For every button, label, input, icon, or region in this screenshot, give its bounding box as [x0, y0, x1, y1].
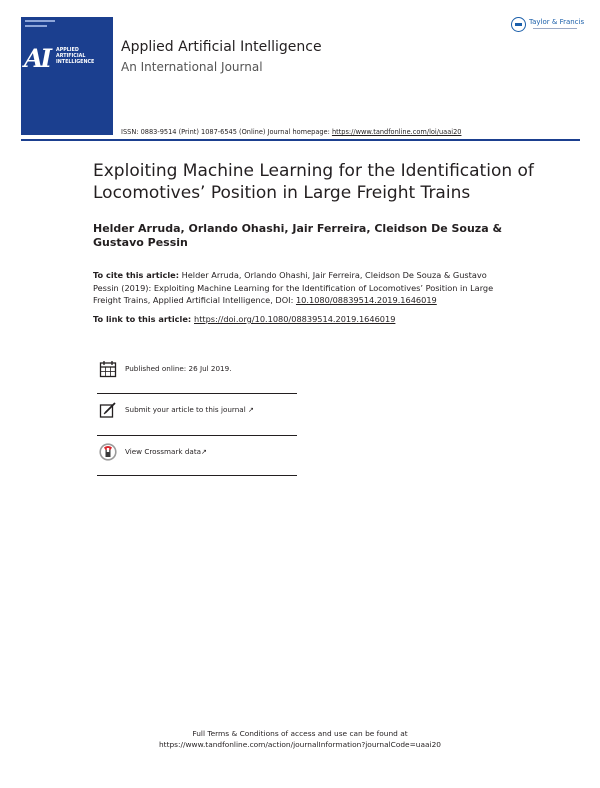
crossmark-text: View Crossmark data: [125, 447, 202, 456]
article-title: Exploiting Machine Learning for the Identification of Locomotives’ Position in Large Freight Trains: [93, 161, 534, 203]
citation-label: To cite this article:: [93, 270, 179, 280]
article-link-line: [93, 313, 395, 325]
divider: [97, 475, 297, 476]
publisher-logo-rule: [533, 28, 577, 29]
cover-logo-word: INTELLIGENCE: [56, 59, 95, 65]
footer: [0, 728, 600, 750]
publisher-name: Taylor & Francis: [529, 18, 585, 26]
calendar-icon: [99, 360, 117, 378]
footer-terms-text: Full Terms & Conditions of access and use can be found at: [192, 729, 408, 738]
submit-article-text: Submit your article to this journal: [125, 405, 246, 414]
footer-terms-link[interactable]: https://www.tandfonline.com/action/journalInformation?journalCode=uaai20: [159, 740, 441, 749]
external-link-icon: ↗: [248, 406, 254, 414]
cover-logo: [24, 45, 108, 73]
cover-text-line: [25, 25, 47, 27]
issn-text: ISSN: 0883-9514 (Print) 1087-6545 (Online) Journal homepage:: [121, 128, 332, 136]
crossmark-icon: [99, 443, 117, 461]
citation-text: Helder Arruda, Orlando Ohashi, Jair Ferreira, Cleidson De Souza & Gustavo Pessin (2019): Exploiting Machine Learning for the Identification of Locomotives’ Position in Large Freight Trains, Applied Artificial Intelligence, DOI:: [93, 270, 494, 305]
publisher-logo[interactable]: [511, 17, 586, 35]
publisher-logo-icon: [511, 17, 526, 32]
crossmark-row[interactable]: [97, 443, 297, 463]
doi-link[interactable]: 10.1080/08839514.2019.1646019: [295, 295, 437, 305]
cover-logo-mark: AI: [24, 44, 50, 73]
submit-article-row[interactable]: [97, 401, 297, 421]
divider: [97, 393, 297, 394]
cover-logo-words: [56, 48, 108, 65]
external-link-icon: ↗: [201, 448, 207, 456]
link-label: To link to this article:: [93, 314, 194, 324]
issn-line: [121, 128, 461, 136]
edit-document-icon: [99, 401, 117, 419]
cover-text-line: [25, 20, 55, 22]
journal-cover-image: [21, 17, 113, 135]
article-doi-url-link[interactable]: https://doi.org/10.1080/08839514.2019.1646019: [194, 314, 396, 324]
published-online-text: Published online: 26 Jul 2019.: [125, 364, 232, 373]
citation-block: [93, 269, 513, 307]
cover-logo-word: APPLIED: [56, 48, 79, 53]
divider: [97, 435, 297, 436]
article-authors: Helder Arruda, Orlando Ohashi, Jair Ferreira, Cleidson De Souza & Gustavo Pessin: [93, 222, 503, 249]
journal-subtitle: An International Journal: [121, 60, 263, 74]
published-online-row: [97, 360, 297, 380]
crossmark-link[interactable]: [125, 447, 207, 456]
journal-title: Applied Artificial Intelligence: [121, 39, 322, 55]
journal-homepage-link[interactable]: https://www.tandfonline.com/loi/uaai20: [331, 128, 462, 136]
submit-article-link[interactable]: [125, 405, 254, 414]
cover-logo-word: ARTIFICIAL: [56, 53, 86, 59]
header-divider: [21, 139, 580, 141]
